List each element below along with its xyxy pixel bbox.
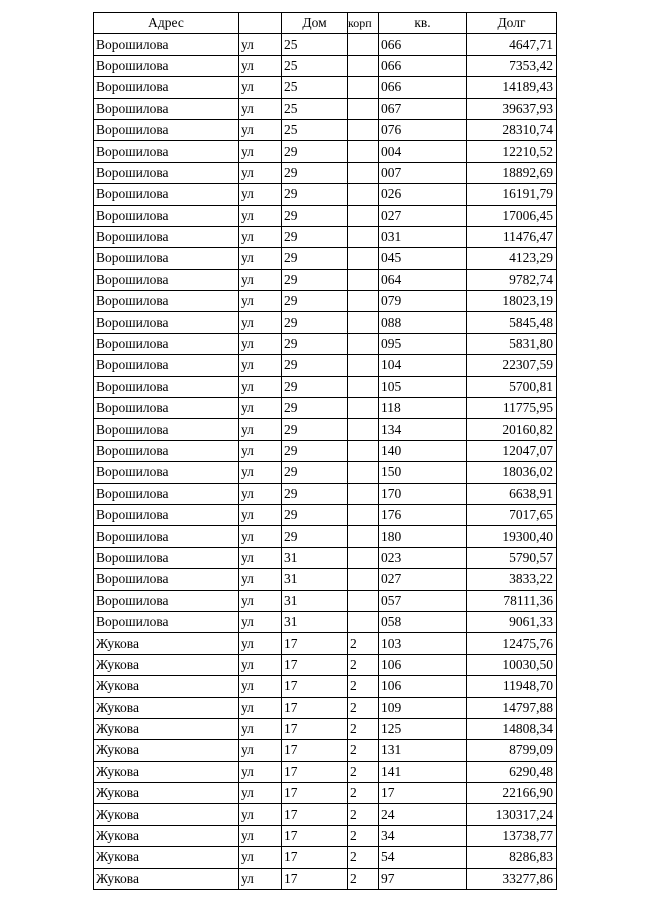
apartment-cell: 064	[379, 269, 467, 290]
apartment-cell: 134	[379, 419, 467, 440]
korp-cell: 2	[348, 676, 379, 697]
table-row	[94, 34, 557, 55]
korp-cell	[348, 269, 379, 290]
house-cell: 31	[282, 590, 348, 611]
korp-cell: 2	[348, 783, 379, 804]
street-type-cell: ул	[239, 504, 282, 525]
korp-cell: 2	[348, 740, 379, 761]
apartment-cell: 095	[379, 333, 467, 354]
street-type-cell: ул	[239, 569, 282, 590]
street-cell: Ворошилова	[94, 440, 239, 461]
street-type-cell: ул	[239, 825, 282, 846]
debt-cell: 13738,77	[467, 825, 557, 846]
street-type-cell: ул	[239, 654, 282, 675]
street-cell: Жукова	[94, 783, 239, 804]
debt-cell: 12475,76	[467, 633, 557, 654]
apartment-cell: 007	[379, 162, 467, 183]
house-cell: 17	[282, 676, 348, 697]
street-type-cell: ул	[239, 611, 282, 632]
street-type-cell: ул	[239, 333, 282, 354]
apartment-cell: 027	[379, 569, 467, 590]
debt-cell: 39637,93	[467, 98, 557, 119]
apartment-cell: 24	[379, 804, 467, 825]
apartment-cell: 076	[379, 119, 467, 140]
debt-cell: 11476,47	[467, 226, 557, 247]
table-row	[94, 740, 557, 761]
apartment-cell: 170	[379, 483, 467, 504]
korp-cell: 2	[348, 804, 379, 825]
korp-cell	[348, 376, 379, 397]
house-cell: 29	[282, 376, 348, 397]
street-type-cell: ул	[239, 34, 282, 55]
house-cell: 17	[282, 804, 348, 825]
table-body	[94, 34, 557, 890]
header-apartment: кв.	[379, 13, 467, 34]
debt-cell: 6290,48	[467, 761, 557, 782]
house-cell: 29	[282, 291, 348, 312]
house-cell: 17	[282, 868, 348, 889]
house-cell: 29	[282, 333, 348, 354]
street-type-cell: ул	[239, 376, 282, 397]
table-row	[94, 98, 557, 119]
table-row	[94, 504, 557, 525]
debt-cell: 9782,74	[467, 269, 557, 290]
korp-cell	[348, 119, 379, 140]
debt-cell: 9061,33	[467, 611, 557, 632]
header-korp: корп	[348, 13, 379, 34]
apartment-cell: 125	[379, 718, 467, 739]
debt-cell: 20160,82	[467, 419, 557, 440]
street-type-cell: ул	[239, 226, 282, 247]
street-cell: Ворошилова	[94, 119, 239, 140]
header-type	[239, 13, 282, 34]
debt-cell: 130317,24	[467, 804, 557, 825]
table-row	[94, 398, 557, 419]
table-row	[94, 783, 557, 804]
korp-cell	[348, 419, 379, 440]
house-cell: 29	[282, 226, 348, 247]
street-type-cell: ул	[239, 868, 282, 889]
house-cell: 29	[282, 162, 348, 183]
apartment-cell: 066	[379, 77, 467, 98]
table-row	[94, 633, 557, 654]
apartment-cell: 058	[379, 611, 467, 632]
street-cell: Ворошилова	[94, 504, 239, 525]
debt-cell: 4647,71	[467, 34, 557, 55]
table-row	[94, 569, 557, 590]
street-cell: Ворошилова	[94, 333, 239, 354]
apartment-cell: 066	[379, 55, 467, 76]
korp-cell	[348, 569, 379, 590]
korp-cell: 2	[348, 761, 379, 782]
house-cell: 17	[282, 740, 348, 761]
korp-cell	[348, 205, 379, 226]
street-cell: Ворошилова	[94, 462, 239, 483]
apartment-cell: 97	[379, 868, 467, 889]
debt-cell: 5700,81	[467, 376, 557, 397]
house-cell: 29	[282, 526, 348, 547]
korp-cell	[348, 312, 379, 333]
korp-cell: 2	[348, 847, 379, 868]
street-type-cell: ул	[239, 633, 282, 654]
street-cell: Ворошилова	[94, 34, 239, 55]
apartment-cell: 118	[379, 398, 467, 419]
street-cell: Ворошилова	[94, 248, 239, 269]
apartment-cell: 105	[379, 376, 467, 397]
apartment-cell: 106	[379, 676, 467, 697]
korp-cell	[348, 590, 379, 611]
table-row	[94, 291, 557, 312]
house-cell: 17	[282, 697, 348, 718]
header-debt: Долг	[467, 13, 557, 34]
table-row	[94, 55, 557, 76]
street-cell: Жукова	[94, 740, 239, 761]
korp-cell	[348, 526, 379, 547]
debt-cell: 11775,95	[467, 398, 557, 419]
street-cell: Ворошилова	[94, 269, 239, 290]
header-row	[94, 13, 557, 34]
house-cell: 29	[282, 419, 348, 440]
debt-cell: 5790,57	[467, 547, 557, 568]
debt-cell: 14808,34	[467, 718, 557, 739]
street-cell: Ворошилова	[94, 184, 239, 205]
apartment-cell: 027	[379, 205, 467, 226]
apartment-cell: 066	[379, 34, 467, 55]
house-cell: 29	[282, 398, 348, 419]
debt-cell: 14797,88	[467, 697, 557, 718]
street-cell: Ворошилова	[94, 547, 239, 568]
korp-cell	[348, 333, 379, 354]
debt-cell: 18036,02	[467, 462, 557, 483]
street-type-cell: ул	[239, 419, 282, 440]
street-type-cell: ул	[239, 312, 282, 333]
street-type-cell: ул	[239, 291, 282, 312]
apartment-cell: 103	[379, 633, 467, 654]
korp-cell	[348, 440, 379, 461]
debt-cell: 8799,09	[467, 740, 557, 761]
korp-cell	[348, 462, 379, 483]
street-type-cell: ул	[239, 77, 282, 98]
apartment-cell: 34	[379, 825, 467, 846]
street-type-cell: ул	[239, 483, 282, 504]
apartment-cell: 176	[379, 504, 467, 525]
street-cell: Ворошилова	[94, 526, 239, 547]
street-cell: Ворошилова	[94, 590, 239, 611]
debt-cell: 6638,91	[467, 483, 557, 504]
debt-cell: 5845,48	[467, 312, 557, 333]
table-row	[94, 226, 557, 247]
korp-cell	[348, 248, 379, 269]
street-type-cell: ул	[239, 55, 282, 76]
table-row	[94, 654, 557, 675]
korp-cell: 2	[348, 697, 379, 718]
street-cell: Ворошилова	[94, 77, 239, 98]
table-row	[94, 868, 557, 889]
street-cell: Ворошилова	[94, 226, 239, 247]
korp-cell	[348, 547, 379, 568]
street-cell: Жукова	[94, 718, 239, 739]
street-cell: Ворошилова	[94, 611, 239, 632]
house-cell: 17	[282, 654, 348, 675]
table-row	[94, 547, 557, 568]
street-type-cell: ул	[239, 847, 282, 868]
house-cell: 17	[282, 718, 348, 739]
table-row	[94, 718, 557, 739]
debt-cell: 12047,07	[467, 440, 557, 461]
apartment-cell: 17	[379, 783, 467, 804]
apartment-cell: 026	[379, 184, 467, 205]
apartment-cell: 109	[379, 697, 467, 718]
header-address: Адрес	[94, 13, 239, 34]
apartment-cell: 088	[379, 312, 467, 333]
apartment-cell: 131	[379, 740, 467, 761]
house-cell: 29	[282, 269, 348, 290]
korp-cell	[348, 226, 379, 247]
korp-cell	[348, 55, 379, 76]
house-cell: 31	[282, 611, 348, 632]
house-cell: 31	[282, 547, 348, 568]
korp-cell: 2	[348, 825, 379, 846]
street-cell: Ворошилова	[94, 483, 239, 504]
table-row	[94, 526, 557, 547]
street-type-cell: ул	[239, 184, 282, 205]
street-type-cell: ул	[239, 205, 282, 226]
street-type-cell: ул	[239, 398, 282, 419]
street-cell: Жукова	[94, 804, 239, 825]
korp-cell	[348, 483, 379, 504]
debt-cell: 78111,36	[467, 590, 557, 611]
korp-cell: 2	[348, 868, 379, 889]
debt-cell: 11948,70	[467, 676, 557, 697]
korp-cell	[348, 184, 379, 205]
house-cell: 29	[282, 248, 348, 269]
house-cell: 17	[282, 847, 348, 868]
street-type-cell: ул	[239, 740, 282, 761]
street-cell: Ворошилова	[94, 398, 239, 419]
table-row	[94, 269, 557, 290]
apartment-cell: 180	[379, 526, 467, 547]
debt-cell: 5831,80	[467, 333, 557, 354]
house-cell: 29	[282, 504, 348, 525]
street-type-cell: ул	[239, 804, 282, 825]
table-row	[94, 205, 557, 226]
street-cell: Ворошилова	[94, 98, 239, 119]
table-row	[94, 376, 557, 397]
table-row	[94, 419, 557, 440]
debt-cell: 22307,59	[467, 355, 557, 376]
debt-cell: 12210,52	[467, 141, 557, 162]
korp-cell: 2	[348, 718, 379, 739]
house-cell: 29	[282, 184, 348, 205]
house-cell: 29	[282, 141, 348, 162]
house-cell: 17	[282, 761, 348, 782]
table-row	[94, 462, 557, 483]
street-cell: Ворошилова	[94, 55, 239, 76]
house-cell: 29	[282, 483, 348, 504]
street-cell: Ворошилова	[94, 569, 239, 590]
street-type-cell: ул	[239, 98, 282, 119]
apartment-cell: 004	[379, 141, 467, 162]
apartment-cell: 141	[379, 761, 467, 782]
table-row	[94, 590, 557, 611]
house-cell: 29	[282, 440, 348, 461]
street-type-cell: ул	[239, 141, 282, 162]
street-type-cell: ул	[239, 355, 282, 376]
street-cell: Ворошилова	[94, 376, 239, 397]
apartment-cell: 045	[379, 248, 467, 269]
street-type-cell: ул	[239, 697, 282, 718]
debt-cell: 7017,65	[467, 504, 557, 525]
apartment-cell: 150	[379, 462, 467, 483]
korp-cell: 2	[348, 654, 379, 675]
house-cell: 29	[282, 462, 348, 483]
debt-cell: 33277,86	[467, 868, 557, 889]
apartment-cell: 104	[379, 355, 467, 376]
house-cell: 17	[282, 825, 348, 846]
apartment-cell: 067	[379, 98, 467, 119]
house-cell: 29	[282, 205, 348, 226]
house-cell: 29	[282, 312, 348, 333]
house-cell: 25	[282, 98, 348, 119]
street-type-cell: ул	[239, 119, 282, 140]
debt-cell: 14189,43	[467, 77, 557, 98]
table-row	[94, 162, 557, 183]
street-type-cell: ул	[239, 462, 282, 483]
table-row	[94, 676, 557, 697]
apartment-cell: 031	[379, 226, 467, 247]
korp-cell	[348, 291, 379, 312]
debt-cell: 7353,42	[467, 55, 557, 76]
table-row	[94, 847, 557, 868]
house-cell: 17	[282, 633, 348, 654]
debt-cell: 3833,22	[467, 569, 557, 590]
debt-cell: 10030,50	[467, 654, 557, 675]
table-row	[94, 804, 557, 825]
table-row	[94, 825, 557, 846]
street-type-cell: ул	[239, 162, 282, 183]
house-cell: 31	[282, 569, 348, 590]
table-row	[94, 333, 557, 354]
street-cell: Жукова	[94, 654, 239, 675]
table-row	[94, 141, 557, 162]
table-row	[94, 611, 557, 632]
apartment-cell: 54	[379, 847, 467, 868]
table-row	[94, 697, 557, 718]
street-cell: Ворошилова	[94, 355, 239, 376]
street-type-cell: ул	[239, 590, 282, 611]
korp-cell	[348, 77, 379, 98]
table-row	[94, 119, 557, 140]
korp-cell	[348, 98, 379, 119]
street-cell: Жукова	[94, 868, 239, 889]
street-type-cell: ул	[239, 526, 282, 547]
table-row	[94, 483, 557, 504]
debt-cell: 18023,19	[467, 291, 557, 312]
street-cell: Ворошилова	[94, 312, 239, 333]
korp-cell	[348, 504, 379, 525]
korp-cell: 2	[348, 633, 379, 654]
apartment-cell: 106	[379, 654, 467, 675]
korp-cell	[348, 398, 379, 419]
street-type-cell: ул	[239, 718, 282, 739]
debt-table	[93, 12, 557, 890]
house-cell: 25	[282, 55, 348, 76]
street-type-cell: ул	[239, 269, 282, 290]
street-type-cell: ул	[239, 676, 282, 697]
korp-cell	[348, 141, 379, 162]
street-cell: Жукова	[94, 633, 239, 654]
house-cell: 17	[282, 783, 348, 804]
apartment-cell: 023	[379, 547, 467, 568]
table-row	[94, 184, 557, 205]
street-type-cell: ул	[239, 783, 282, 804]
table-row	[94, 312, 557, 333]
debt-cell: 28310,74	[467, 119, 557, 140]
street-cell: Ворошилова	[94, 162, 239, 183]
debt-cell: 8286,83	[467, 847, 557, 868]
debt-cell: 4123,29	[467, 248, 557, 269]
house-cell: 29	[282, 355, 348, 376]
street-cell: Жукова	[94, 676, 239, 697]
korp-cell	[348, 611, 379, 632]
apartment-cell: 079	[379, 291, 467, 312]
street-type-cell: ул	[239, 440, 282, 461]
table-row	[94, 761, 557, 782]
street-cell: Жукова	[94, 847, 239, 868]
header-house: Дом	[282, 13, 348, 34]
debt-cell: 19300,40	[467, 526, 557, 547]
debt-cell: 22166,90	[467, 783, 557, 804]
debt-cell: 18892,69	[467, 162, 557, 183]
street-cell: Ворошилова	[94, 141, 239, 162]
korp-cell	[348, 355, 379, 376]
debt-cell: 17006,45	[467, 205, 557, 226]
street-cell: Жукова	[94, 825, 239, 846]
table-row	[94, 77, 557, 98]
house-cell: 25	[282, 119, 348, 140]
korp-cell	[348, 34, 379, 55]
house-cell: 25	[282, 77, 348, 98]
street-type-cell: ул	[239, 248, 282, 269]
street-cell: Ворошилова	[94, 205, 239, 226]
street-type-cell: ул	[239, 761, 282, 782]
korp-cell	[348, 162, 379, 183]
street-cell: Жукова	[94, 697, 239, 718]
street-cell: Ворошилова	[94, 291, 239, 312]
table-row	[94, 248, 557, 269]
street-type-cell: ул	[239, 547, 282, 568]
apartment-cell: 140	[379, 440, 467, 461]
street-cell: Ворошилова	[94, 419, 239, 440]
house-cell: 25	[282, 34, 348, 55]
table-row	[94, 440, 557, 461]
debt-cell: 16191,79	[467, 184, 557, 205]
street-cell: Жукова	[94, 761, 239, 782]
table-row	[94, 355, 557, 376]
apartment-cell: 057	[379, 590, 467, 611]
